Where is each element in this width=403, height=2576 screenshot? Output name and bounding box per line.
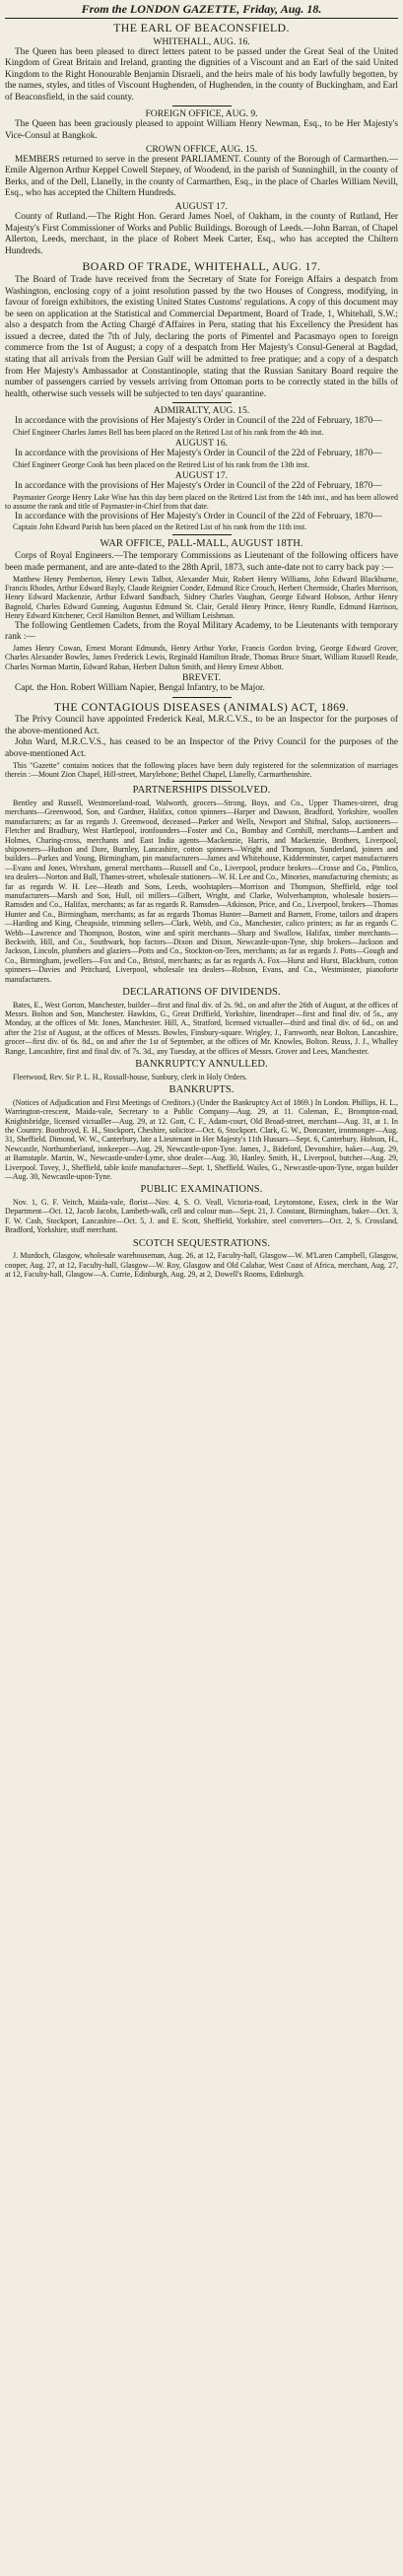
section-divider [172,781,232,782]
dateline: AUGUST 17. [174,470,229,482]
dateline: WHITEHALL, AUG. 16. [153,35,250,47]
section-heading: SCOTCH SEQUESTRATIONS. [132,1237,271,1249]
paragraph: Capt. the Hon. Robert William Napier, Bengal Infantry, to be Major. [15,683,265,694]
section-divider [172,105,232,106]
section-heading: BANKRUPTS. [168,1084,235,1096]
paragraph: Chief Engineer George Cook has been placed on the Retired List of his rank from the 13th inst. [13,460,309,470]
dateline: AUGUST 16. [174,438,229,450]
paragraph: Bates, E., West Gorton, Manchester, builder—first and final div. of 2s. 9d., on and after the 26th of August, at the offices of Messrs. Bolton and Son, Manchester. Hawkins, G., Great Driffield, Yorkshire, linendraper—first and final div. of 5s., any Monday, at the offices of Mr. Jones, Manchester. Hill, A., Stratford, licensed victualler—third and final div. of 6d., on and after the 21st of August, at the offices of Messrs. Bowles, Finsbury-square. Wrigley, J., Farnworth, near Bolton, Lancashire, grocer—first div. of 6s. 8d., on and after the 1st of September, at the offices of Mr. Knowles, Bolton. Reuss, J. J., Whalley Range, Lancashire, first and final div. of 7s. 3d., any Tuesday, at the offices of Messrs. Grover and Lees, Manchester. [5,1000,398,1056]
paragraph: Captain John Edward Parish has been placed on the Retired List of his rank from the 11th inst. [13,522,307,532]
paragraph: Chief Engineer Charles James Bell has been placed on the Retired List of his rank from the 4th inst. [13,428,324,438]
paragraph: J. Murdoch, Glasgow, wholesale warehouseman, Aug. 26, at 12, Faculty-hall, Glasgow—W. M'Laren Campbell, Glasgow, cooper, Aug. 27, at 12, Faculty-hall, Glasgow—W. Roy, Glasgow and Old Calabar, West Coast of Africa, merchant, Aug. 27, at 12, Faculty-hall, Glasgow—A. Currie, Edinburgh, Aug. 29, at 2, Dowell's Rooms, Edinburgh. [5,1251,398,1279]
dateline: CROWN OFFICE, AUG. 15. [145,143,257,155]
paragraph: The following Gentlemen Cadets, from the Royal Military Academy, to be Lieutenants with temporary rank :— [5,620,398,643]
paragraph: James Henry Cowan, Ernest Morant Edmunds, Henry Arthur Yorke, Francis Gordon Irving, George Edward Grover, Charles Alexander Bowles, James Frederick Lewis, Reginald Hamilton Brade, Thomas Bruce Stuart, William Russell Reade, Charles Norman Martin, Edward Raban, Herbert Dalton Smith, and Henry Ernest Abbott. [5,643,398,671]
section-heading: BANKRUPTCY ANNULLED. [135,1059,268,1071]
section-divider [172,534,232,535]
section-heading: BOARD OF TRADE, WHITEHALL, AUG. 17. [82,259,321,274]
paragraph: Bentley and Russell, Westmoreland-road, Walworth, grocers—Strong, Boys, and Co., Upper Thames-street, drug merchants—Greenwood, Son, and Gardner, Halifax, cotton spinners—Harper and Dawson, Bradford, Yorkshire, woollen manufacturers; as far as regards J. Greenwood, deceased—Parker and Wells, Newport and Shifnal, Salop, auctioneers—Fletcher and Bradbury, West Hartlepool, ironfounders—Foster and Co., Bombay and Cornhill, merchants—Lambert and Holmes, Charing-cross, merchants and East India agents—Mackenzie, Harris, and Mackenzie, Brothers, Liverpool, shipowners—Hudson and Dore, Burnley, Lancashire, cotton spinners—Wright and Thompson, Sunderland, joiners and builders—Parkes and Young, Birmingham, pin manufacturers—James and Whitehouse, Kidderminster, carpet manufacturers—Evans and Jones, Wrexham, general merchants—Russell and Co., Liverpool, produce brokers—Crosse and Co., Pimlico, tea dealers—Norton and Ball, Thames-street, wholesale stationers—W. H. Lee and Co., Minories, manufacturing chemists; as far as regards W. H. Lee—Heath and Sons, Leeds, woolstaplers—Morrison and Thompson, Sheffield, edge tool manufacturers—Marsh and Son, Hull, oil millers—Gilbert, Wright, and Clarke, Wolverhampton, wholesale hosiers—Ramsden and Co., Halifax, merchants; as far as regards R. Ramsden—Atkinson, Price, and Co., Liverpool, brokers—Thomas Hunter and Co., Birmingham, merchants; as far as regards Thomas Hunter—Barnett and Barnett, Frome, tailors and drapers—Harding and King, Cheapside, trimming sellers—Clark, Webb, and Co., Manchester, calico printers; as far as regards C. Webb—Lawrence and Thompson, Boston, wine and spirit merchants—Sharp and Swallow, Halifax, timber merchants—Beckwith, Hill, and Co., Southwark, hop factors—Dixon and Dixon, Newcastle-upon-Tyne, ship brokers—Jackson and Jackson, Lincoln, plumbers and glaziers—Potts and Co., Stockton-on-Tees, merchants; as far as regards J. Potts—Gough and Co., Birmingham, jewellers—Fox and Co., Bristol, merchants; as far as regards A. Fox—Hurst and Hurst, Blackburn, cotton spinners—Davies and Pritchard, Liverpool, wholesale tea dealers—Robson, Evans, and Co., Westminster, pianoforte manufacturers. [5,798,398,984]
section-heading: THE EARL OF BEACONSFIELD. [113,21,290,35]
paragraph: (Notices of Adjudication and First Meetings of Creditors.) (Under the Bankruptcy Act of 1869.) In London. Phillips, H. L., Warrington-crescent, Maida-vale, Secretary to a Public Company—Aug. 29, at 11. Coleman, E., Brompton-road, Knightsbridge, licensed victualler—Aug. 29, at 12. Gott, C. F., Adam-court, Old Broad-street, merchant—Aug. 31, at 1. In the Country. Boothroyd, E. H., Stockport, Cheshire, solicitor—Oct. 6, Stockport. Clark, G. W., Doncaster, ironmonger—Aug. 31, Sheffield. Dimond, W. W., Canterbury, late a Lieutenant in Her Majesty's 11th Hussars—Sept. 6, Canterbury. Hobson, H., Newcastle, Northumberland, innkeeper—Aug. 29, Newcastle-upon-Tyne. James, J., Bideford, Devonshire, baker—Aug. 29, at Barnstaple. Martin, W., Newcastle-under-Lyme, shoe dealer—Aug. 30, Hanley. Smith, H., Liverpool, butcher—Aug. 29, Liverpool. Tovey, J., Sheffield, table knife manufacturer—Sept. 1, Sheffield. Wailes, G., Newcastle-upon-Tyne, organ builder—Aug. 30, Newcastle-upon-Tyne. [5,1097,398,1181]
section-heading: PARTNERSHIPS DISSOLVED. [132,785,271,797]
dateline: BREVET. [182,672,221,684]
paragraph: Corps of Royal Engineers.—The temporary Commissions as Lieutenant of the following officers have been made permanent, and are ante-dated to the 28th April, 1873, such ante-date not to carry back pay :— [5,551,398,574]
article-body [5,22,398,1279]
paragraph: The Board of Trade have received from the Secretary of State for Foreign Affairs a despatch from Washington, enclosing copy of a joint resolution passed by the two Houses of Congress, modifying, in favour of foreign exhibitors, the existing United States Customs' regulations. A copy of this document may be seen on application at the Statistical and Commercial Department, Board of Trade, 1, Whitehall, S.W.; also a despatch from the Acting Chargé d'Affaires in Peru, stating that his Excellency the President has issued a decree, dated the 7th of July, declaring the ports of Pimentel and Pacasmayo open to foreign commerce from the 1st of August; a copy of a despatch from Her Majesty's Consul-General at Bagdad, stating that all arrivals from the Persian Gulf will be admitted to free pratique; and a copy of a despatch from Her Majesty's Ambassador at Constantinople, stating that the Russian Sanitary Board require the number of passengers carried by vessels arriving from Ottoman ports to be correctly stated in the bills of health, otherwise such vessels will be subjected to ten days' quarantine. [5,274,398,399]
paragraph: In accordance with the provisions of Her Majesty's Order in Council of the 22d of February, 1870— [15,416,382,427]
paragraph: Nov. 1, G. F. Veitch, Maida-vale, florist—Nov. 4, S. O. Veall, Victoria-road, Leytonstone, Essex, clerk in the War Department—Oct. 12, Jacob Jacobs, Lambeth-walk, cell and colour man—Sept. 21, J. Constant, Birmingham, baker—Oct. 3, F. W. Cash, Stockport, Lancashire—Oct. 5, J. and E. Scott, Sheffield, Yorkshire, steel converters—Oct. 2, S. Crossland, Bradford, Yorkshire, stuff merchant. [5,1197,398,1235]
section-divider [172,697,232,698]
section-heading: THE CONTAGIOUS DISEASES (ANIMALS) ACT, 1869. [53,699,350,714]
paragraph: Paymaster George Henry Lake Wise has this day been placed on the Retired List from the 14th inst., and has been allowed to assume the rank and title of Paymaster-in-Chief from that date. [5,493,398,512]
section-heading: PUBLIC EXAMINATIONS. [140,1184,263,1196]
paragraph: Matthew Henry Pemberton, Henry Lewis Talbot, Alexander Muir, Robert Henry Williams, John Edward Blackburne, Francis Rhodes, Arthur Edward Bayly, Claude Reignier Conder, Edmund Rice Crouch, Herbert Chermside, Charles Morrison, Henry Edward Mackenzie, Arthur Edward Sandbach, Sidney Charles Vaughan, George Edward Hobson, Arthur Henry Bagnold, Charles Edward Gunning, Augustus Edmund St. Clair, Gerald Henry Prince, Henry Rundle, Edmund Harrison, Henry Edward Kitchener, Cecil Hamilton Bennet, and William Leishman. [5,574,398,621]
paragraph: The Queen has been graciously pleased to appoint William Henry Newman, Esq., to be Her Majesty's Vice-Consul at Bangkok. [5,119,398,142]
paragraph: In accordance with the provisions of Her Majesty's Order in Council of the 22d of February, 1870— [15,511,382,522]
paragraph: In accordance with the provisions of Her Majesty's Order in Council of the 22d of February, 1870— [15,449,382,459]
section-heading: DECLARATIONS OF DIVIDENDS. [122,987,281,999]
paragraph: The Queen has been pleased to direct letters patent to be passed under the Great Seal of the United Kingdom of Great Britain and Ireland, granting the dignities of a Viscount and an Earl of the said United Kingdom to the Right Honourable Benjamin Disraeli, and the heirs male of his body lawfully begotten, by the names, styles, and titles of Viscount Hughenden, of Hughenden, in the county of Buckingham, and Earl of Beaconsfield, in the said county. [5,46,398,103]
dateline: AUGUST 17. [174,201,229,213]
paragraph: County of Rutland.—The Right Hon. Gerard James Noel, of Oakham, in the county of Rutland, Her Majesty's First Commissioner of Works and Public Buildings. Borough of Leeds.—John Barran, of Chapel Allerton, Leeds, merchant, in the place of Robert Meek Carter, Esq., who has accepted the Chiltern Hundreds. [5,212,398,256]
dateline: ADMIRALTY, AUG. 15. [153,405,250,417]
paragraph: John Ward, M.R.C.V.S., has ceased to be an Inspector of the Privy Council for the purposes of the above-mentioned Act. [5,737,398,759]
masthead: From the LONDON GAZETTE, Friday, Aug. 18. [5,2,398,19]
paragraph: MEMBERS returned to serve in the present PARLIAMENT. County of the Borough of Carmarthen.—Emile Algernon Arthur Keppel Cowell Stepney, of Woodend, in the parish of Sunninghill, in the county of Berks, and of the Dell, Llanelly, in the county of Carmarthen, Esq., in the place of Charles William Nevill, Esq., who has accepted the Chiltern Hundreds. [5,154,398,199]
section-heading: WAR OFFICE, PALL-MALL, AUGUST 18TH. [100,537,303,549]
paragraph: Fleetwood, Rev. Sir P. L. H., Rossall-house, Sunbury, clerk in Holy Orders. [13,1072,247,1081]
section-divider [172,402,232,403]
dateline: FOREIGN OFFICE, AUG. 9. [145,108,258,120]
paragraph: In accordance with the provisions of Her Majesty's Order in Council of the 22d of February, 1870— [15,481,382,492]
paragraph: The Privy Council have appointed Frederick Keal, M.R.C.V.S., to be an Inspector for the purposes of the above-mentioned Act. [5,715,398,736]
paragraph: This "Gazette" contains notices that the following places have been duly registered for the solemnization of marriages therein :—Mount Zion Chapel, Hill-street, Marylebone; Bethel Chapel, Llanelly, Carmarthenshire. [5,760,398,779]
